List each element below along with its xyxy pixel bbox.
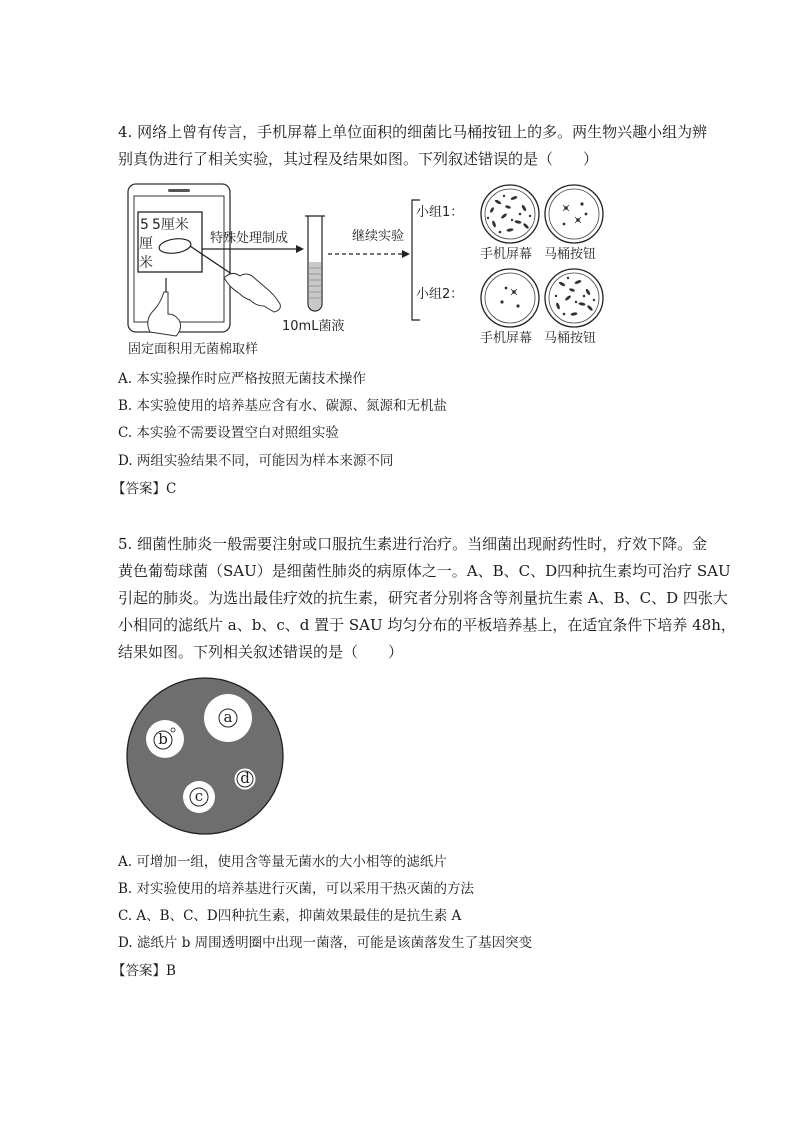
q5-answer: 【答案】B	[112, 963, 176, 979]
arrow2-label: 继续实验	[352, 229, 405, 244]
group1-label: 小组1：	[416, 205, 464, 220]
disk-c-label: c	[194, 787, 204, 805]
arrow1-head	[296, 245, 304, 253]
dish-g1-toilet	[545, 185, 603, 243]
q4-figure-caption: 固定面积用无菌棉取样	[128, 342, 259, 357]
tube-label: 10mL菌液	[282, 319, 345, 334]
box-text-3: 厘	[139, 236, 153, 252]
arrow2-head	[402, 250, 410, 258]
dish-g1-phone	[481, 185, 539, 243]
q4-figure	[120, 180, 620, 360]
box-text-2: 5厘米	[152, 217, 189, 233]
group2-label: 小组2：	[416, 287, 464, 302]
disk-d-label: d	[240, 769, 250, 787]
q4-stem-line1: 4. 网络上曾有传言，手机屏幕上单位面积的细菌比马桶按钮上的多。两生物兴趣小组为辨	[118, 123, 708, 141]
arrow1-label: 特殊处理制成	[210, 231, 289, 246]
q5-stem-line3: 引起的肺炎。为选出最佳疗效的抗生素，研究者分别将含等剂量抗生素 A、B、C、D 四张大	[118, 589, 728, 607]
q4-option-b: B. 本实验使用的培养基应含有水、碳源、氮源和无机盐	[118, 398, 448, 414]
q5-stem-line5: 结果如图。下列相关叙述错误的是（ ）	[118, 643, 404, 661]
disk-a-label: a	[223, 708, 233, 726]
box-text-4: 米	[139, 255, 153, 271]
q5-stem-line2: 黄色葡萄球菌（SAU）是细菌性肺炎的病原体之一。A、B、C、D四种抗生素均可治疗 SAU	[118, 562, 731, 580]
box-text-1: 5	[140, 217, 149, 233]
g1-left-label: 手机屏幕	[480, 247, 533, 262]
q4-stem-line2: 别真伪进行了相关实验，其过程及结果如图。下列叙述错误的是（ ）	[118, 150, 599, 168]
q5-option-c: C. A、B、C、D四种抗生素，抑菌效果最佳的是抗生素 A	[118, 908, 462, 924]
phone-speaker	[168, 189, 190, 192]
dish-g2-toilet	[545, 269, 603, 327]
dish-g2-phone	[481, 269, 539, 327]
g2-right-label: 马桶按钮	[544, 331, 597, 346]
q5-option-a: A. 可增加一组，使用含等量无菌水的大小相等的滤纸片	[118, 854, 447, 870]
g2-left-label: 手机屏幕	[480, 331, 533, 346]
g1-right-label: 马桶按钮	[544, 247, 597, 262]
disk-b-label: b	[158, 730, 168, 748]
q5-option-b: B. 对实验使用的培养基进行灭菌，可以采用干热灭菌的方法	[118, 881, 475, 897]
q4-option-c: C. 本实验不需要设置空白对照组实验	[118, 425, 339, 441]
q4-option-d: D. 两组实验结果不同，可能因为样本来源不同	[118, 453, 394, 469]
right-hand	[224, 273, 280, 312]
q5-stem-line4: 小相同的滤纸片 a、b、c、d 置于 SAU 均匀分布的平板培养基上，在适宜条件下培养 48h，	[118, 616, 736, 634]
q4-answer: 【答案】C	[112, 481, 177, 497]
q4-option-a: A. 本实验操作时应严格按照无菌技术操作	[118, 371, 366, 387]
colony-in-zone-b	[171, 728, 175, 732]
q5-option-d: D. 滤纸片 b 周围透明圈中出现一菌落，可能是该菌落发生了基因突变	[118, 935, 533, 951]
q5-stem-line1: 5. 细菌性肺炎一般需要注射或口服抗生素进行治疗。当细菌出现耐药性时，疗效下降。金	[118, 535, 708, 553]
q5-plate-figure	[122, 672, 292, 842]
